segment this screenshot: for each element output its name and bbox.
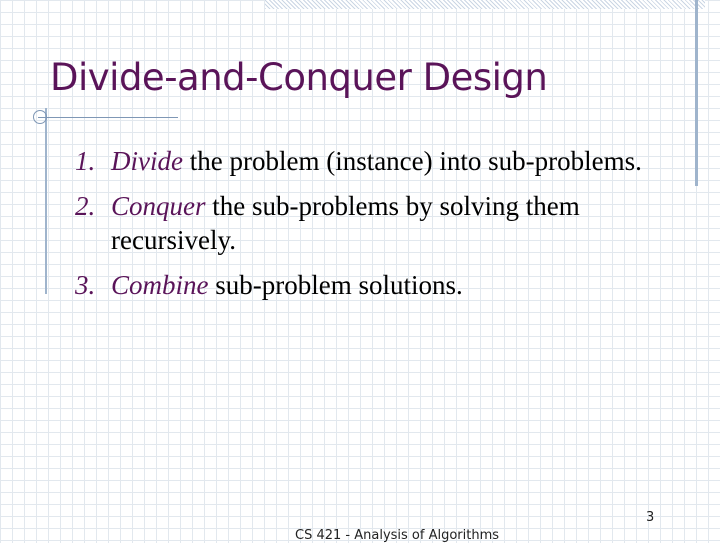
step-text bbox=[111, 189, 675, 257]
step-item bbox=[75, 144, 675, 178]
title-underline-rule bbox=[38, 117, 178, 118]
step-keyword: Combine bbox=[111, 270, 209, 300]
step-item bbox=[75, 268, 675, 302]
left-vertical-rule bbox=[45, 108, 47, 294]
page-number: 3 bbox=[646, 510, 655, 525]
step-description: the problem (instance) into sub-problems. bbox=[182, 146, 642, 176]
step-text bbox=[111, 144, 675, 178]
step-number: 2. bbox=[75, 191, 96, 221]
step-number: 3. bbox=[75, 270, 96, 300]
step-keyword: Conquer bbox=[111, 191, 206, 221]
footer-course-title: CS 421 - Analysis of Algorithms bbox=[295, 528, 500, 543]
step-item bbox=[75, 189, 675, 257]
top-decorative-band bbox=[265, 0, 705, 9]
title-circle-marker bbox=[33, 110, 47, 124]
step-description: the sub-problems by solving them recursively. bbox=[111, 191, 580, 255]
slide-title: Divide-and-Conquer Design bbox=[50, 56, 548, 99]
step-keyword: Divide bbox=[111, 146, 183, 176]
step-number: 1. bbox=[75, 146, 96, 176]
right-vertical-rule bbox=[695, 0, 698, 186]
step-description: sub-problem solutions. bbox=[208, 270, 463, 300]
step-text bbox=[111, 268, 675, 302]
steps-list bbox=[75, 144, 675, 313]
